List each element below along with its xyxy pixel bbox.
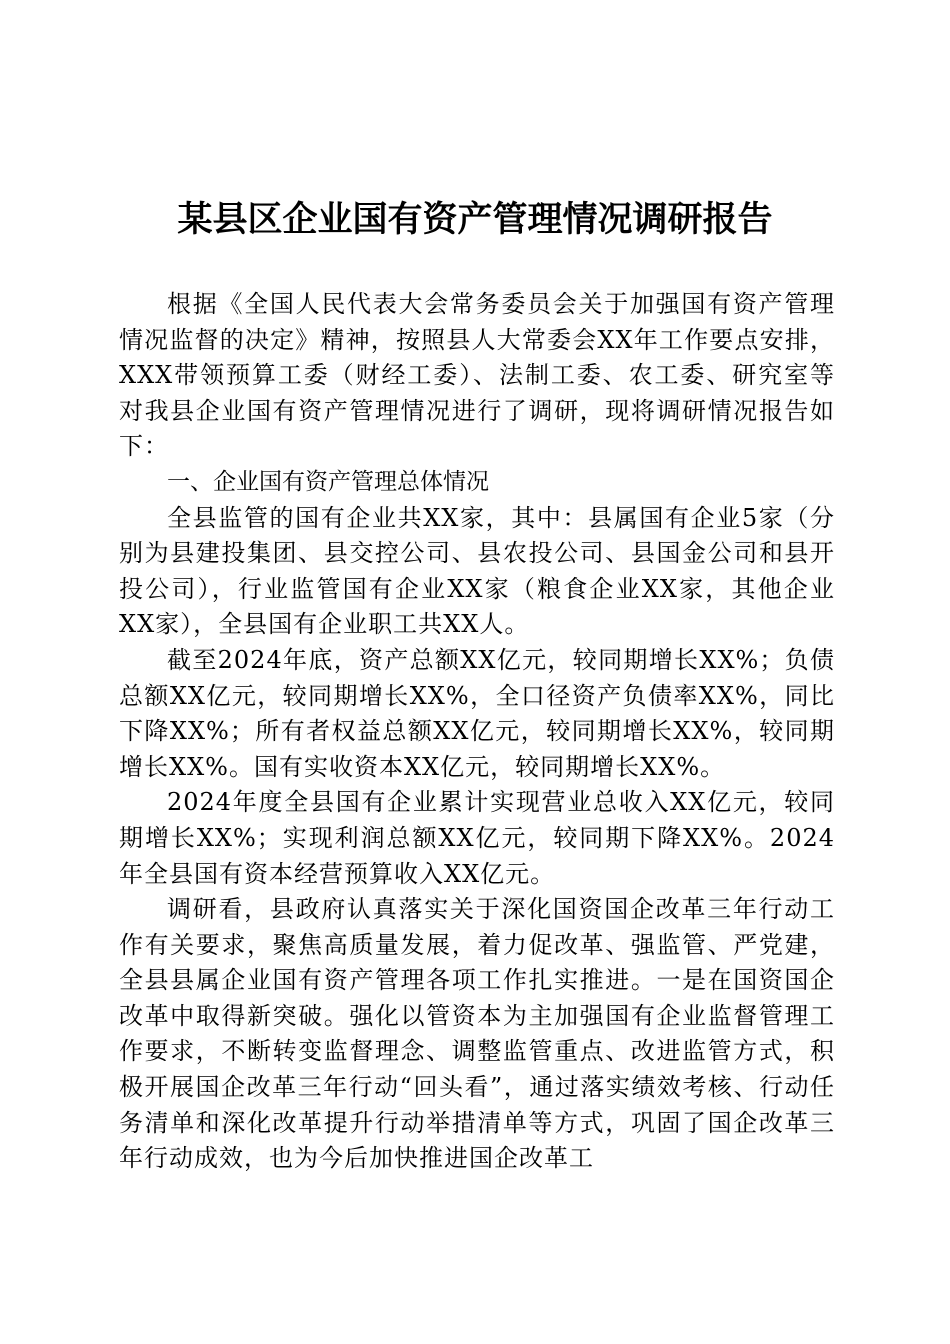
document-body — [119, 287, 835, 1177]
revenue-paragraph: 2024年度全县国有企业累计实现营业总收入XX亿元，较同期增长XX%；实现利润总额XX亿元，较同期下降XX%。2024年全县国有资本经营预算收入XX亿元。 — [119, 788, 835, 888]
intro-paragraph: 根据《全国人民代表大会常务委员会关于加强国有资产管理情况监督的决定》精神，按照县人大常委会XX年工作要点安排，XXX带领预算工委（财经工委）、法制工委、农工委、研究室等对我县企业国有资产管理情况进行了调研，现将调研情况报告如下： — [119, 290, 835, 461]
enterprise-count-paragraph: 全县监管的国有企业共XX家，其中：县属国有企业5家（分别为县建投集团、县交控公司、县农投公司、县国金公司和县开投公司），行业监管国有企业XX家（粮食企业XX家，其他企业XX家），全县国有企业职工共XX人。 — [119, 503, 835, 639]
section-heading: 一、企业国有资产管理总体情况 — [167, 468, 489, 495]
document-title: 某县区企业国有资产管理情况调研报告 — [177, 199, 773, 240]
assets-paragraph: 截至2024年底，资产总额XX亿元，较同期增长XX%；负债总额XX亿元，较同期增长XX%，全口径资产负债率XX%，同比下降XX%；所有者权益总额XX亿元，较同期增长XX%，较同期增长XX%。国有实收资本XX亿元，较同期增长XX%。 — [119, 645, 835, 781]
research-findings-paragraph: 调研看，县政府认真落实关于深化国资国企改革三年行动工作有关要求，聚焦高质量发展，着力促改革、强监管、严党建，全县县属企业国有资产管理各项工作扎实推进。一是在国资国企改革中取得新突破。强化以管资本为主加强国有企业监督管理工作要求，不断转变监督理念、调整监管重点、改进监管方式，积极开展国企改革三年行动“回头看”，通过落实绩效考核、行动任务清单和深化改革提升行动举措清单等方式，巩固了国企改革三年行动成效，也为今后加快推进国企改革工 — [119, 895, 835, 1173]
